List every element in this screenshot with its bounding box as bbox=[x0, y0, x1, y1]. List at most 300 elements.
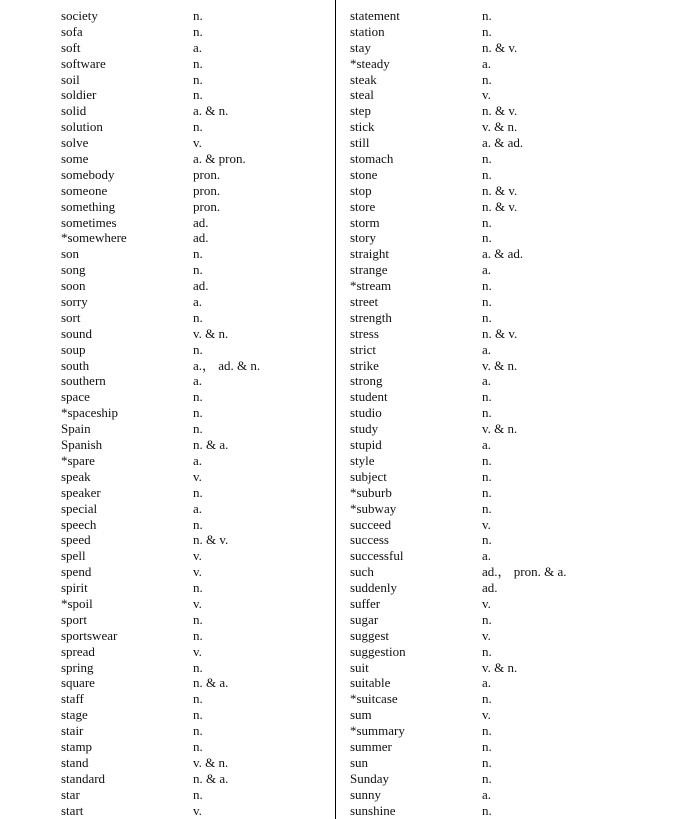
vocab-word: steal bbox=[350, 87, 374, 103]
vocab-word: sport bbox=[61, 611, 87, 627]
vocab-word: summer bbox=[350, 738, 392, 754]
vocab-entry bbox=[0, 453, 334, 469]
vocab-word: spell bbox=[61, 548, 86, 564]
part-of-speech: n. bbox=[482, 405, 492, 421]
vocab-word: start bbox=[61, 802, 84, 818]
vocab-word: *stream bbox=[350, 278, 392, 294]
part-of-speech: n. bbox=[193, 691, 203, 707]
part-of-speech: n. bbox=[193, 516, 203, 532]
part-of-speech: ad. bbox=[193, 230, 209, 246]
right-vocabulary-column bbox=[336, 8, 676, 818]
vocab-word: Spain bbox=[61, 421, 91, 437]
part-of-speech: n. bbox=[482, 214, 492, 230]
vocab-word: suggest bbox=[350, 627, 389, 643]
vocab-word: *subway bbox=[350, 500, 397, 516]
vocab-entry bbox=[336, 660, 676, 676]
part-of-speech: ad. bbox=[193, 278, 209, 294]
vocab-word: speaker bbox=[61, 484, 101, 500]
vocab-word: *suburb bbox=[350, 484, 392, 500]
vocab-entry bbox=[0, 342, 334, 358]
part-of-speech: v. & n. bbox=[482, 421, 518, 437]
vocab-entry bbox=[336, 326, 676, 342]
vocab-word: strength bbox=[350, 309, 392, 325]
part-of-speech: n. bbox=[482, 691, 492, 707]
vocab-entry bbox=[0, 389, 334, 405]
vocab-entry bbox=[336, 135, 676, 151]
vocab-word: space bbox=[61, 389, 90, 405]
part-of-speech: v. bbox=[482, 595, 491, 611]
vocab-entry bbox=[0, 755, 334, 771]
vocab-entry bbox=[0, 469, 334, 485]
part-of-speech: n. bbox=[193, 738, 203, 754]
vocab-entry bbox=[336, 56, 676, 72]
part-of-speech: ad.， pron. & a. bbox=[482, 564, 567, 580]
part-of-speech: n. & a. bbox=[193, 675, 229, 691]
vocab-word: sum bbox=[350, 707, 372, 723]
vocab-entry bbox=[0, 56, 334, 72]
vocab-word: sound bbox=[61, 325, 93, 341]
vocab-word: stage bbox=[61, 707, 88, 723]
vocab-entry bbox=[0, 119, 334, 135]
vocab-word: square bbox=[61, 675, 95, 691]
part-of-speech: n. bbox=[482, 71, 492, 87]
vocab-entry bbox=[336, 294, 676, 310]
part-of-speech: n. bbox=[193, 71, 203, 87]
vocab-entry bbox=[0, 262, 334, 278]
part-of-speech: v. bbox=[193, 802, 202, 818]
vocab-word: story bbox=[350, 230, 376, 246]
part-of-speech: n. bbox=[482, 532, 492, 548]
vocab-word: step bbox=[350, 103, 371, 119]
vocab-entry bbox=[336, 358, 676, 374]
vocab-entry bbox=[0, 278, 334, 294]
part-of-speech: n. bbox=[482, 389, 492, 405]
vocab-word: stop bbox=[350, 182, 372, 198]
vocab-entry bbox=[0, 103, 334, 119]
vocab-entry bbox=[336, 803, 676, 819]
vocab-word: speed bbox=[61, 532, 91, 548]
vocab-entry bbox=[336, 199, 676, 215]
part-of-speech: n. bbox=[193, 246, 203, 262]
vocab-entry bbox=[0, 72, 334, 88]
part-of-speech: n. & v. bbox=[482, 39, 518, 55]
part-of-speech: v. & n. bbox=[482, 659, 518, 675]
part-of-speech: n. & v. bbox=[193, 532, 229, 548]
vocab-entry bbox=[336, 469, 676, 485]
vocab-entry bbox=[336, 183, 676, 199]
part-of-speech: a. bbox=[482, 786, 492, 802]
vocab-entry bbox=[336, 485, 676, 501]
vocab-word: soldier bbox=[61, 87, 97, 103]
vocab-entry bbox=[0, 310, 334, 326]
vocab-word: stand bbox=[61, 754, 89, 770]
part-of-speech: v. & n. bbox=[482, 357, 518, 373]
vocab-word: standard bbox=[61, 770, 106, 786]
vocab-word: suitable bbox=[350, 675, 391, 691]
vocab-word: somebody bbox=[61, 166, 115, 182]
vocab-entry bbox=[0, 548, 334, 564]
vocab-word: suddenly bbox=[350, 580, 397, 596]
vocab-word: spirit bbox=[61, 580, 88, 596]
part-of-speech: n. bbox=[482, 643, 492, 659]
part-of-speech: v. bbox=[482, 87, 491, 103]
part-of-speech: a. bbox=[193, 39, 203, 55]
part-of-speech: n. & v. bbox=[482, 325, 518, 341]
vocab-word: song bbox=[61, 262, 86, 278]
vocab-entry bbox=[336, 342, 676, 358]
part-of-speech: pron. bbox=[193, 198, 221, 214]
vocab-word: special bbox=[61, 500, 98, 516]
part-of-speech: n. bbox=[482, 309, 492, 325]
part-of-speech: pron. bbox=[193, 182, 221, 198]
part-of-speech: n. bbox=[482, 738, 492, 754]
part-of-speech: n. & v. bbox=[482, 103, 518, 119]
part-of-speech: n. & v. bbox=[482, 182, 518, 198]
part-of-speech: n. bbox=[193, 611, 203, 627]
vocab-word: society bbox=[61, 8, 98, 23]
vocab-word: suit bbox=[350, 659, 369, 675]
vocab-word: steak bbox=[350, 71, 377, 87]
vocab-entry bbox=[336, 739, 676, 755]
part-of-speech: n. bbox=[482, 151, 492, 167]
vocab-word: soup bbox=[61, 341, 86, 357]
vocab-entry bbox=[336, 215, 676, 231]
part-of-speech: n. bbox=[482, 8, 492, 23]
part-of-speech: n. bbox=[482, 611, 492, 627]
vocab-entry bbox=[336, 103, 676, 119]
vocab-entry bbox=[0, 485, 334, 501]
vocab-entry bbox=[0, 215, 334, 231]
vocab-entry bbox=[336, 389, 676, 405]
vocab-entry bbox=[336, 501, 676, 517]
part-of-speech: n. bbox=[482, 723, 492, 739]
vocab-entry bbox=[336, 628, 676, 644]
part-of-speech: n. & a. bbox=[193, 770, 229, 786]
vocab-entry bbox=[0, 660, 334, 676]
part-of-speech: a. & ad. bbox=[482, 135, 524, 151]
vocab-word: *steady bbox=[350, 55, 390, 71]
part-of-speech: n. & v. bbox=[482, 198, 518, 214]
part-of-speech: n. bbox=[193, 55, 203, 71]
vocab-word: speech bbox=[61, 516, 97, 532]
vocab-entry bbox=[0, 580, 334, 596]
part-of-speech: n. bbox=[193, 23, 203, 39]
part-of-speech: n. bbox=[193, 119, 203, 135]
vocab-entry bbox=[336, 405, 676, 421]
vocab-word: straight bbox=[350, 246, 389, 262]
vocab-word: something bbox=[61, 198, 116, 214]
vocab-entry bbox=[0, 596, 334, 612]
vocab-word: sun bbox=[350, 754, 369, 770]
vocab-entry bbox=[0, 405, 334, 421]
vocab-entry bbox=[336, 262, 676, 278]
part-of-speech: n. bbox=[193, 659, 203, 675]
vocab-word: strict bbox=[350, 341, 376, 357]
vocab-entry bbox=[336, 119, 676, 135]
vocab-entry bbox=[0, 644, 334, 660]
part-of-speech: pron. bbox=[193, 166, 221, 182]
vocab-entry bbox=[336, 548, 676, 564]
vocab-entry bbox=[336, 453, 676, 469]
vocab-entry bbox=[0, 612, 334, 628]
part-of-speech: a. bbox=[482, 437, 492, 453]
part-of-speech: a. & n. bbox=[193, 103, 229, 119]
vocab-word: solve bbox=[61, 135, 89, 151]
vocab-entry bbox=[336, 87, 676, 103]
part-of-speech: n. bbox=[482, 468, 492, 484]
vocab-entry bbox=[0, 707, 334, 723]
part-of-speech: n. bbox=[482, 452, 492, 468]
vocab-word: successful bbox=[350, 548, 404, 564]
part-of-speech: v. & n. bbox=[482, 119, 518, 135]
part-of-speech: n. bbox=[193, 341, 203, 357]
vocab-word: some bbox=[61, 151, 89, 167]
part-of-speech: v. bbox=[193, 548, 202, 564]
vocab-entry bbox=[0, 326, 334, 342]
vocab-word: student bbox=[350, 389, 388, 405]
vocab-word: star bbox=[61, 786, 80, 802]
vocab-word: Sunday bbox=[350, 770, 389, 786]
part-of-speech: a. bbox=[482, 55, 492, 71]
part-of-speech: v. & n. bbox=[193, 754, 229, 770]
vocab-word: *somewhere bbox=[61, 230, 127, 246]
vocab-entry bbox=[0, 437, 334, 453]
vocab-word: strong bbox=[350, 373, 383, 389]
part-of-speech: v. bbox=[193, 643, 202, 659]
part-of-speech: ad. bbox=[193, 214, 209, 230]
part-of-speech: a. bbox=[193, 500, 203, 516]
vocab-word: street bbox=[350, 294, 379, 310]
part-of-speech: n. bbox=[193, 421, 203, 437]
vocab-entry bbox=[0, 151, 334, 167]
vocab-word: still bbox=[350, 135, 370, 151]
part-of-speech: v. bbox=[193, 564, 202, 580]
part-of-speech: v. bbox=[193, 595, 202, 611]
vocab-word: subject bbox=[350, 468, 387, 484]
vocab-word: *suitcase bbox=[350, 691, 398, 707]
left-vocabulary-column bbox=[0, 8, 334, 818]
vocab-entry bbox=[336, 24, 676, 40]
part-of-speech: v. bbox=[193, 135, 202, 151]
vocab-entry bbox=[0, 183, 334, 199]
vocab-entry bbox=[336, 8, 676, 24]
part-of-speech: a.， ad. & n. bbox=[193, 357, 261, 373]
vocab-entry bbox=[0, 246, 334, 262]
part-of-speech: a. bbox=[482, 373, 492, 389]
part-of-speech: n. bbox=[193, 87, 203, 103]
part-of-speech: v. & n. bbox=[193, 325, 229, 341]
vocab-word: someone bbox=[61, 182, 108, 198]
vocab-entry bbox=[0, 675, 334, 691]
part-of-speech: n. & a. bbox=[193, 437, 229, 453]
vocab-entry bbox=[336, 151, 676, 167]
vocab-entry bbox=[0, 135, 334, 151]
part-of-speech: v. bbox=[482, 516, 491, 532]
vocab-entry bbox=[336, 612, 676, 628]
part-of-speech: n. bbox=[482, 23, 492, 39]
vocab-word: *spaceship bbox=[61, 405, 119, 421]
part-of-speech: n. bbox=[193, 405, 203, 421]
vocab-entry bbox=[0, 421, 334, 437]
vocab-word: suffer bbox=[350, 595, 381, 611]
vocab-word: stress bbox=[350, 325, 379, 341]
vocab-entry bbox=[336, 787, 676, 803]
vocab-word: stick bbox=[350, 119, 375, 135]
vocab-entry bbox=[0, 358, 334, 374]
vocab-word: success bbox=[350, 532, 389, 548]
part-of-speech: n. bbox=[193, 309, 203, 325]
vocab-entry bbox=[336, 310, 676, 326]
vocab-entry bbox=[336, 40, 676, 56]
part-of-speech: n. bbox=[193, 8, 203, 23]
vocab-entry bbox=[336, 771, 676, 787]
vocab-word: *summary bbox=[350, 723, 405, 739]
vocab-word: sometimes bbox=[61, 214, 117, 230]
vocab-word: *spoil bbox=[61, 595, 93, 611]
vocab-entry bbox=[336, 72, 676, 88]
part-of-speech: v. bbox=[193, 468, 202, 484]
vocab-entry bbox=[0, 771, 334, 787]
part-of-speech: n. bbox=[193, 707, 203, 723]
vocab-entry bbox=[336, 517, 676, 533]
vocab-word: spring bbox=[61, 659, 94, 675]
vocab-word: sunshine bbox=[350, 802, 396, 818]
part-of-speech: a. & pron. bbox=[193, 151, 246, 167]
part-of-speech: a. bbox=[193, 452, 203, 468]
vocab-word: style bbox=[350, 452, 375, 468]
part-of-speech: n. bbox=[193, 484, 203, 500]
vocab-word: stone bbox=[350, 166, 378, 182]
vocab-word: stupid bbox=[350, 437, 382, 453]
vocab-entry bbox=[336, 723, 676, 739]
vocab-entry bbox=[336, 421, 676, 437]
part-of-speech: ad. bbox=[482, 580, 498, 596]
vocab-entry bbox=[0, 628, 334, 644]
vocab-entry bbox=[0, 230, 334, 246]
vocab-word: sort bbox=[61, 309, 81, 325]
vocab-entry bbox=[336, 564, 676, 580]
vocab-word: succeed bbox=[350, 516, 392, 532]
vocab-word: stay bbox=[350, 39, 371, 55]
vocab-word: solution bbox=[61, 119, 103, 135]
vocab-entry bbox=[0, 24, 334, 40]
part-of-speech: n. bbox=[482, 484, 492, 500]
vocab-word: Spanish bbox=[61, 437, 103, 453]
part-of-speech: n. bbox=[482, 500, 492, 516]
vocab-word: stomach bbox=[350, 151, 394, 167]
vocab-word: sportswear bbox=[61, 627, 118, 643]
vocab-word: *spare bbox=[61, 452, 95, 468]
vocab-word: strike bbox=[350, 357, 379, 373]
vocab-entry bbox=[0, 373, 334, 389]
vocab-word: soft bbox=[61, 39, 81, 55]
vocab-entry bbox=[0, 294, 334, 310]
vocab-word: sunny bbox=[350, 786, 382, 802]
part-of-speech: a. bbox=[482, 548, 492, 564]
part-of-speech: n. bbox=[193, 786, 203, 802]
vocab-word: spread bbox=[61, 643, 95, 659]
vocab-word: study bbox=[350, 421, 379, 437]
vocab-word: sofa bbox=[61, 23, 83, 39]
vocab-word: software bbox=[61, 55, 106, 71]
vocab-entry bbox=[336, 532, 676, 548]
vocab-word: spend bbox=[61, 564, 92, 580]
vocab-entry bbox=[336, 691, 676, 707]
vocab-entry bbox=[0, 532, 334, 548]
part-of-speech: n. bbox=[482, 294, 492, 310]
vocab-entry bbox=[336, 437, 676, 453]
vocab-entry bbox=[0, 8, 334, 24]
part-of-speech: n. bbox=[482, 278, 492, 294]
vocab-entry bbox=[336, 755, 676, 771]
vocab-word: solid bbox=[61, 103, 87, 119]
vocab-word: suggestion bbox=[350, 643, 406, 659]
part-of-speech: n. bbox=[193, 389, 203, 405]
part-of-speech: n. bbox=[193, 723, 203, 739]
vocab-entry bbox=[0, 803, 334, 819]
vocab-word: station bbox=[350, 23, 385, 39]
vocab-word: stamp bbox=[61, 738, 93, 754]
vocab-entry bbox=[336, 278, 676, 294]
vocab-entry bbox=[0, 167, 334, 183]
vocab-entry bbox=[336, 230, 676, 246]
vocab-word: store bbox=[350, 198, 376, 214]
vocab-entry bbox=[0, 787, 334, 803]
vocab-word: sorry bbox=[61, 294, 88, 310]
vocab-word: statement bbox=[350, 8, 400, 23]
part-of-speech: n. bbox=[193, 262, 203, 278]
vocab-word: such bbox=[350, 564, 374, 580]
vocab-entry bbox=[336, 707, 676, 723]
vocab-word: strange bbox=[350, 262, 388, 278]
part-of-speech: a. bbox=[193, 294, 203, 310]
vocab-entry bbox=[336, 580, 676, 596]
vocab-entry bbox=[0, 87, 334, 103]
vocab-entry bbox=[0, 199, 334, 215]
vocab-entry bbox=[336, 644, 676, 660]
part-of-speech: v. bbox=[482, 627, 491, 643]
vocab-entry bbox=[0, 691, 334, 707]
part-of-speech: a. & ad. bbox=[482, 246, 524, 262]
vocab-entry bbox=[336, 596, 676, 612]
vocab-entry bbox=[336, 167, 676, 183]
vocab-entry bbox=[0, 40, 334, 56]
vocab-word: south bbox=[61, 357, 90, 373]
part-of-speech: a. bbox=[482, 675, 492, 691]
part-of-speech: a. bbox=[482, 341, 492, 357]
vocab-entry bbox=[336, 246, 676, 262]
vocab-word: speak bbox=[61, 468, 91, 484]
part-of-speech: n. bbox=[482, 754, 492, 770]
vocab-entry bbox=[0, 517, 334, 533]
vocab-word: sugar bbox=[350, 611, 379, 627]
vocab-entry bbox=[0, 739, 334, 755]
part-of-speech: n. bbox=[482, 802, 492, 818]
part-of-speech: a. bbox=[193, 373, 203, 389]
part-of-speech: n. bbox=[482, 230, 492, 246]
vocab-word: stair bbox=[61, 723, 84, 739]
part-of-speech: n. bbox=[482, 770, 492, 786]
vocab-entry bbox=[336, 373, 676, 389]
vocab-word: storm bbox=[350, 214, 380, 230]
vocab-entry bbox=[336, 675, 676, 691]
vocab-word: studio bbox=[350, 405, 382, 421]
part-of-speech: n. bbox=[193, 627, 203, 643]
vocab-word: southern bbox=[61, 373, 106, 389]
vocab-entry bbox=[0, 564, 334, 580]
vocab-word: soon bbox=[61, 278, 86, 294]
vocab-entry bbox=[0, 723, 334, 739]
